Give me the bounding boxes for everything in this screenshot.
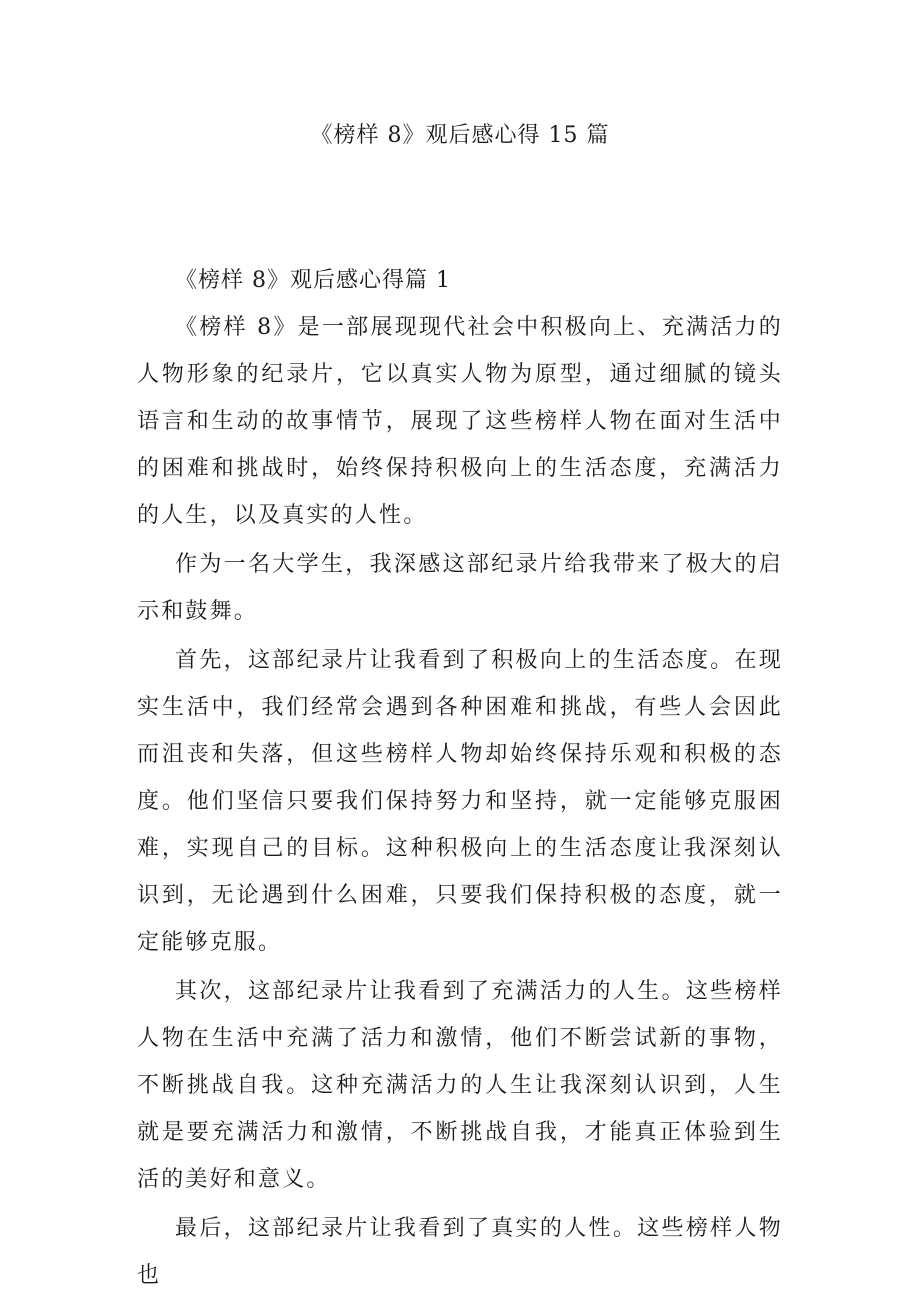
paragraph-first-point: 首先，这部纪录片让我看到了积极向上的生活态度。在现实生活中，我们经常会遇到各种困难和挑战，有些人会因此而沮丧和失落，但这些榜样人物却始终保持乐观和积极的态度。他们坚信只要我们保持努力和坚持，就一定能够克服困难，实现自己的目标。这种积极向上的生活态度让我深刻认识到，无论遇到什么困难，只要我们保持积极的态度，就一定能够克服。	[137, 648, 783, 955]
document-title: 《榜样 8》观后感心得 15 篇	[310, 123, 610, 148]
section-heading: 《榜样 8》观后感心得篇 1	[175, 268, 451, 293]
document-body	[137, 260, 783, 1299]
paragraph-intro: 《榜样 8》是一部展现现代社会中积极向上、充满活力的人物形象的纪录片，它以真实人物为原型，通过细腻的镜头语言和生动的故事情节，展现了这些榜样人物在面对生活中的困难和挑战时，始终保持积极向上的生活态度，充满活力的人生，以及真实的人性。	[137, 315, 783, 528]
paragraph-student-reflection: 作为一名大学生，我深感这部纪录片给我带来了极大的启示和鼓舞。	[137, 552, 783, 624]
paragraph-last-point: 最后，这部纪录片让我看到了真实的人性。这些榜样人物也	[137, 1216, 783, 1288]
paragraph-second-point: 其次，这部纪录片让我看到了充满活力的人生。这些榜样人物在生活中充满了活力和激情，他们不断尝试新的事物，不断挑战自我。这种充满活力的人生让我深刻认识到，人生就是要充满活力和激情，不断挑战自我，才能真正体验到生活的美好和意义。	[137, 979, 783, 1192]
